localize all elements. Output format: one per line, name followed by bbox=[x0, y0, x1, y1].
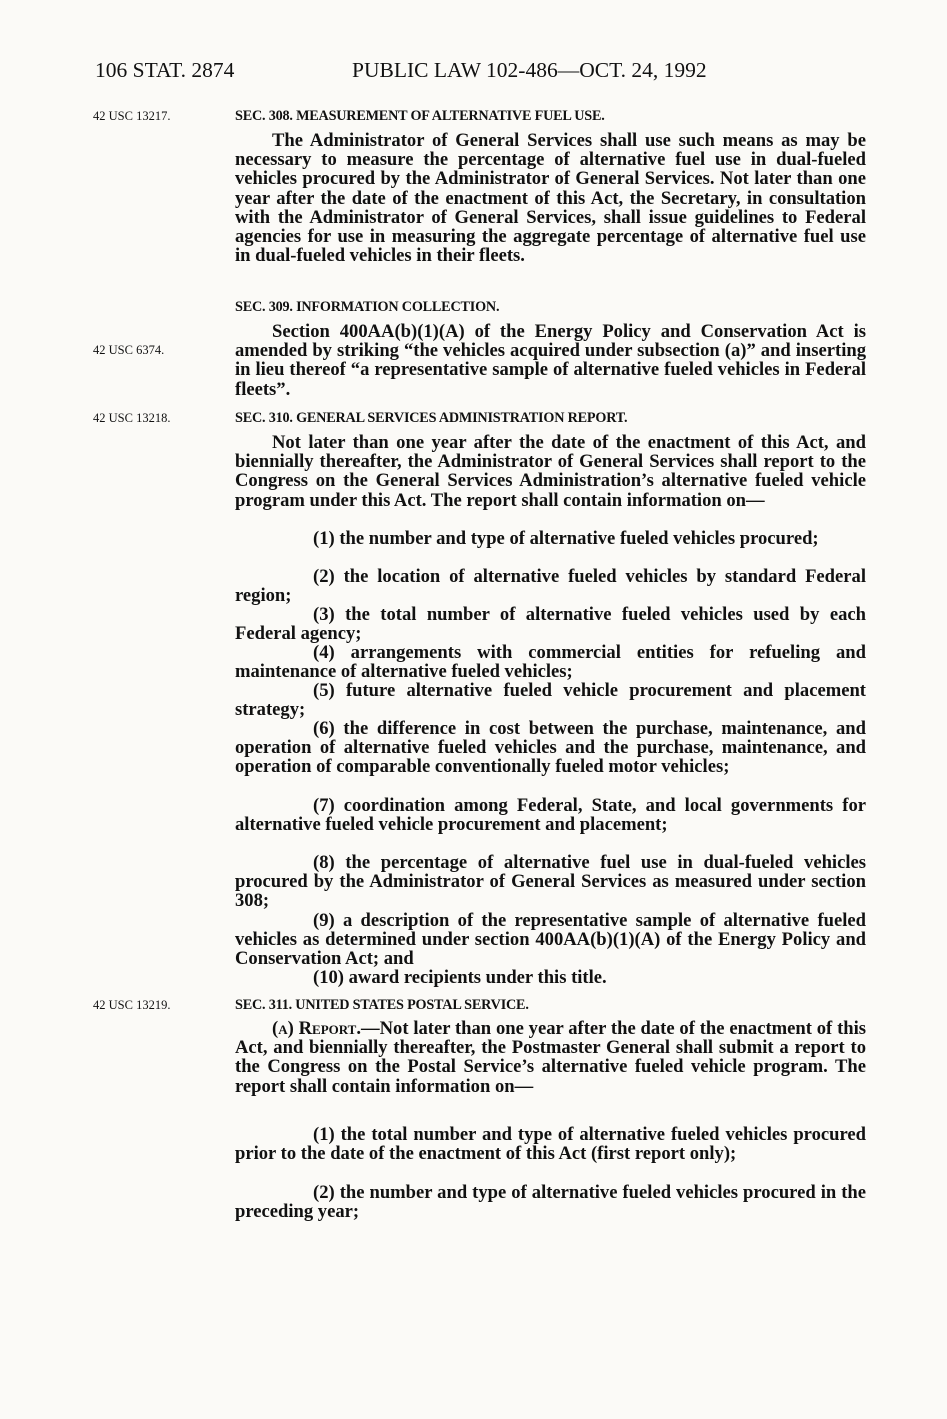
margin-note-usc-13218: 42 USC 13218. bbox=[93, 411, 171, 425]
section-310-item: (7) coordination among Federal, State, and local governments for alternative fueled vehicle procurement and placement; bbox=[235, 795, 866, 836]
section-311-heading: SEC. 311. UNITED STATES POSTAL SERVICE. bbox=[235, 997, 529, 1013]
section-310-item: (9) a description of the representative sample of alternative fueled vehicles as determined under section 400AA(b)(1)(A) of the Energy Policy and Conservation Act; and bbox=[235, 910, 866, 970]
subsection-a-label: (a) Report. bbox=[272, 1018, 361, 1039]
margin-note-usc-13217: 42 USC 13217. bbox=[93, 109, 171, 123]
margin-note-usc-13219: 42 USC 13219. bbox=[93, 998, 171, 1012]
section-311-item: (2) the number and type of alternative fueled vehicles procured in the preceding year; bbox=[235, 1182, 866, 1223]
section-310-item: (8) the percentage of alternative fuel use in dual-fueled vehicles procured by the Administrator of General Services as measured under section 308; bbox=[235, 852, 866, 912]
section-310-item: (3) the total number of alternative fueled vehicles used by each Federal agency; bbox=[235, 604, 866, 645]
section-308-heading: SEC. 308. MEASUREMENT OF ALTERNATIVE FUEL USE. bbox=[235, 108, 605, 124]
section-310-item: (10) award recipients under this title. bbox=[313, 967, 607, 988]
section-311-item: (1) the total number and type of alternative fueled vehicles procured prior to the date of the enactment of this Act (first report only); bbox=[235, 1124, 866, 1165]
section-309-heading: SEC. 309. INFORMATION COLLECTION. bbox=[235, 299, 500, 315]
section-308-text: The Administrator of General Services shall use such means as may be necessary to measure the percentage of alternative fuel use in dual-fueled vehicles procured by the Administrator of General Services. Not later than one year after the date of the enactment of this Act, the Secretary, in consultation with the Administrator of General Services, shall issue guidelines to Federal agencies for use in measuring the aggregate percentage of alternative fuel use in dual-fueled vehicles in their fleets. bbox=[235, 130, 866, 267]
section-310-item: (1) the number and type of alternative fueled vehicles procured; bbox=[313, 528, 819, 549]
stat-page-number: 106 STAT. 2874 bbox=[95, 58, 235, 82]
section-310-intro: Not later than one year after the date of the enactment of this Act, and biennially thereafter, the Administrator of General Services shall report to the Congress on the General Services Administration’s alternative fueled vehicle program under this Act. The report shall contain information on— bbox=[235, 432, 866, 511]
section-310-heading: SEC. 310. GENERAL SERVICES ADMINISTRATION REPORT. bbox=[235, 410, 628, 426]
public-law-citation: PUBLIC LAW 102-486—OCT. 24, 1992 bbox=[352, 58, 707, 82]
section-310-item: (2) the location of alternative fueled vehicles by standard Federal region; bbox=[235, 566, 866, 607]
section-310-item: (6) the difference in cost between the purchase, maintenance, and operation of alternative fueled vehicles and the purchase, maintenance, and operation of comparable conventionally fueled motor vehicles; bbox=[235, 718, 866, 778]
margin-note-usc-6374: 42 USC 6374. bbox=[93, 343, 165, 357]
section-309-text: Section 400AA(b)(1)(A) of the Energy Policy and Conservation Act is amended by striking “the vehicles acquired under subsection (a)” and inserting in lieu thereof “a representative sample of alternative fueled vehicles in Federal fleets”. bbox=[235, 321, 866, 400]
section-310-item: (4) arrangements with commercial entities for refueling and maintenance of alternative fueled vehicles; bbox=[235, 642, 866, 683]
section-311-subsection-a bbox=[235, 1019, 866, 1096]
section-310-item: (5) future alternative fueled vehicle procurement and placement strategy; bbox=[235, 680, 866, 721]
subsection-a-text: —Not later than one year after the date of the enactment of this Act, and biennially thereafter, the Postmaster General shall submit a report to the Congress on the Postal Service’s alternative fueled vehicle program. The report shall contain information on— bbox=[235, 1018, 866, 1097]
page-header bbox=[0, 58, 947, 88]
